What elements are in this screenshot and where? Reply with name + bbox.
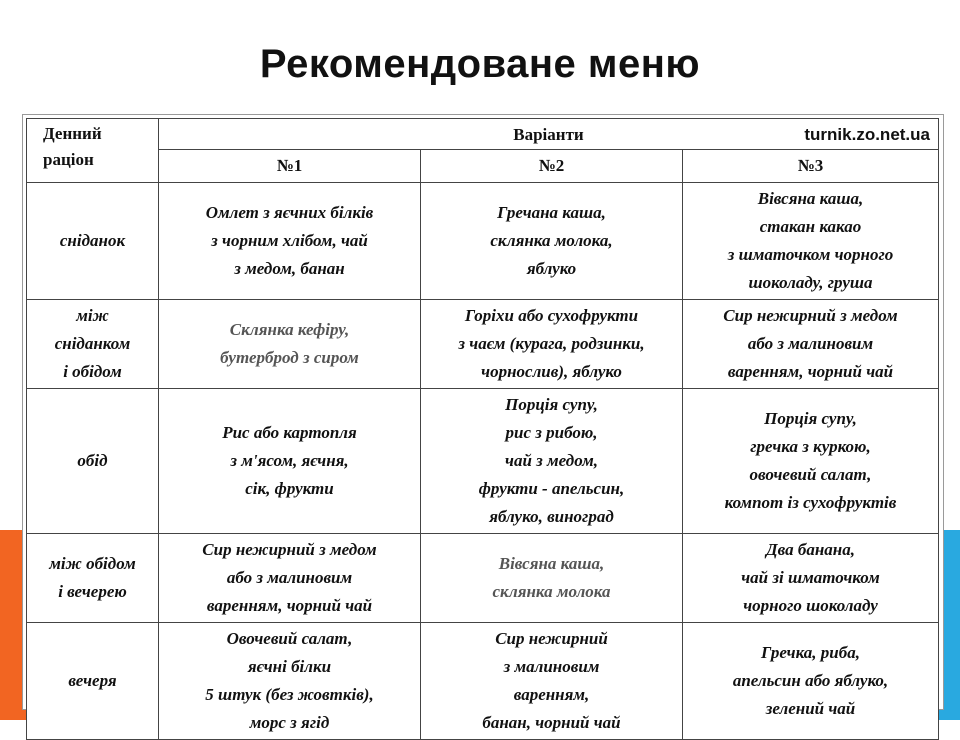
- meal-name-cell: [27, 623, 159, 740]
- menu-item-line: Горіхи або сухофрукти: [464, 306, 639, 325]
- menu-item-line: варенням, чорний чай: [727, 362, 894, 381]
- menu-option-2-cell: [421, 183, 683, 300]
- menu-item-line: Вівсяна каша,: [757, 189, 864, 208]
- menu-item-line: компот із сухофруктів: [724, 493, 897, 512]
- meal-name-line: вечеря: [68, 671, 117, 690]
- menu-item-line: Сир нежирний з медом: [202, 540, 377, 559]
- menu-item-line: яєчні білки: [247, 657, 332, 676]
- menu-item-line: Гречка, риба,: [761, 643, 860, 662]
- header-variants: Варіанти: [513, 125, 584, 144]
- menu-item-line: банан, чорний чай: [482, 713, 621, 732]
- menu-item-line: овочевий салат,: [749, 465, 872, 484]
- meal-name-line: між обідом: [49, 554, 136, 573]
- menu-item-line: з шматочком чорного: [727, 245, 894, 264]
- menu-option-3-cell: [683, 183, 939, 300]
- menu-option-3-cell: [683, 389, 939, 534]
- header-option-3: №3: [683, 150, 939, 183]
- menu-item-line: Сир нежирний: [495, 629, 608, 648]
- header-row-variants: [27, 119, 939, 150]
- table-row: [27, 389, 939, 534]
- menu-item-line: з чорним хлібом, чай: [211, 231, 368, 250]
- header-daily-ration: [27, 119, 159, 183]
- menu-option-2-cell: [421, 534, 683, 623]
- meal-name-cell: [27, 389, 159, 534]
- menu-item-line: яблуко: [526, 259, 577, 278]
- menu-option-2-cell: [421, 623, 683, 740]
- menu-item-line: чорного шоколаду: [743, 596, 878, 615]
- header-daily-line: раціон: [43, 150, 94, 169]
- menu-option-1-cell: [159, 183, 421, 300]
- menu-item-line: чорнослив), яблуко: [481, 362, 622, 381]
- menu-item-line: варенням, чорний чай: [206, 596, 373, 615]
- menu-item-line: гречка з куркою,: [750, 437, 871, 456]
- menu-item-line: з чаєм (курага, родзинки,: [458, 334, 645, 353]
- menu-item-line: або з малиновим: [226, 568, 353, 587]
- meal-name-cell: [27, 300, 159, 389]
- menu-item-line: варенням,: [513, 685, 590, 704]
- menu-option-1-cell: [159, 623, 421, 740]
- menu-option-1-cell: [159, 389, 421, 534]
- menu-option-3-cell: [683, 534, 939, 623]
- table-row: [27, 534, 939, 623]
- menu-item-line: сік, фрукти: [245, 479, 334, 498]
- slide-title: Рекомендоване меню: [259, 42, 701, 86]
- meal-name-line: і обідом: [63, 362, 122, 381]
- menu-item-line: склянка молока: [492, 582, 611, 601]
- table-row: [27, 300, 939, 389]
- menu-item-line: шоколаду, груша: [748, 273, 873, 292]
- menu-item-line: чай зі шматочком: [741, 568, 880, 587]
- menu-item-line: Гречана каша,: [497, 203, 606, 222]
- menu-item-line: Порція супу,: [764, 409, 857, 428]
- menu-option-2-cell: [421, 389, 683, 534]
- menu-item-line: з малиновим: [503, 657, 600, 676]
- menu-item-line: яблуко, виноград: [489, 507, 614, 526]
- menu-item-line: Порція супу,: [505, 395, 598, 414]
- meal-name-line: сніданок: [59, 231, 126, 250]
- meal-name-cell: [27, 534, 159, 623]
- header-site-url: turnik.zo.net.ua: [804, 125, 930, 144]
- header-option-2: №2: [421, 150, 683, 183]
- menu-item-line: з медом, банан: [234, 259, 345, 278]
- meal-name-cell: [27, 183, 159, 300]
- menu-item-line: апельсин або яблуко,: [732, 671, 889, 690]
- menu-item-line: Сир нежирний з медом: [723, 306, 898, 325]
- meal-name-line: між: [76, 306, 109, 325]
- menu-item-line: Омлет з яєчних білків: [205, 203, 374, 222]
- menu-item-line: Вівсяна каша,: [498, 554, 605, 573]
- menu-item-line: рис з рибою,: [505, 423, 598, 442]
- menu-item-line: Два банана,: [766, 540, 855, 559]
- table-row: [27, 183, 939, 300]
- meal-name-line: сніданком: [54, 334, 131, 353]
- menu-item-line: Рис або картопля: [222, 423, 357, 442]
- menu-option-1-cell: [159, 534, 421, 623]
- menu-item-line: Склянка кефіру,: [229, 320, 350, 339]
- meal-name-line: обід: [77, 451, 108, 470]
- menu-item-line: стакан какао: [759, 217, 862, 236]
- menu-table: [26, 118, 939, 740]
- menu-option-2-cell: [421, 300, 683, 389]
- menu-option-3-cell: [683, 623, 939, 740]
- header-row-options: [27, 150, 939, 183]
- menu-item-line: морс з ягід: [249, 713, 330, 732]
- menu-item-line: Овочевий салат,: [226, 629, 353, 648]
- menu-item-line: 5 штук (без жовтків),: [205, 685, 374, 704]
- menu-item-line: склянка молока,: [490, 231, 613, 250]
- menu-option-1-cell: [159, 300, 421, 389]
- header-variants-cell: [159, 119, 939, 150]
- menu-item-line: або з малиновим: [747, 334, 874, 353]
- menu-option-3-cell: [683, 300, 939, 389]
- menu-item-line: бутерброд з сиром: [220, 348, 359, 367]
- menu-item-line: зелений чай: [765, 699, 856, 718]
- header-daily-line: Денний: [43, 124, 102, 143]
- meal-name-line: і вечерею: [58, 582, 127, 601]
- menu-item-line: з м'ясом, яєчня,: [230, 451, 349, 470]
- table-row: [27, 623, 939, 740]
- menu-item-line: фрукти - апельсин,: [478, 479, 625, 498]
- menu-item-line: чай з медом,: [505, 451, 598, 470]
- header-option-1: №1: [159, 150, 421, 183]
